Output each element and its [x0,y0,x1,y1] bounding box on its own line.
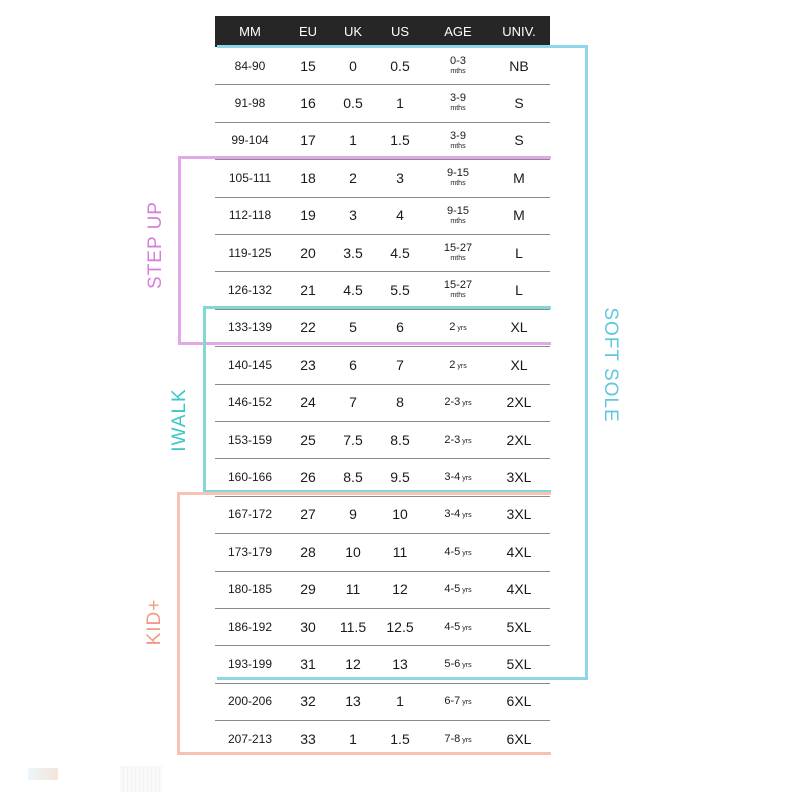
cell-uk: 0 [349,57,357,74]
cell-uk: 7 [349,394,357,411]
header-us: US [390,24,410,39]
soft-sole-bracket [217,45,588,680]
cell-age: 4-5 yrs [444,620,472,633]
cell-univ: L [515,244,523,261]
cell-us: 5.5 [390,281,410,298]
cell-us: 13 [392,655,408,672]
cell-us: 4.5 [390,244,410,261]
cell-eu: 25 [300,431,316,448]
cell-age: 6-7 yrs [444,695,472,708]
cell-age: 4-5 yrs [444,545,472,558]
cell-age: 3-4 yrs [444,508,472,521]
header-uk: UK [343,24,363,39]
cell-uk: 2 [349,169,357,186]
cell-eu: 20 [300,244,316,261]
cell-age: 9-15 mths [446,167,470,188]
cell-us: 3 [396,169,404,186]
cell-uk: 3 [349,207,357,224]
cell-eu: 28 [300,543,316,560]
cell-mm: 207-213 [227,731,273,746]
cell-us: 12.5 [386,618,414,635]
cell-eu: 24 [300,394,316,411]
cell-age: 7-8 yrs [444,732,472,745]
header-age: AGE [444,24,472,39]
cell-eu: 32 [300,693,316,710]
cell-uk: 5 [349,319,357,336]
cell-univ: 5XL [506,618,532,635]
cell-uk: 1 [349,132,357,149]
cell-uk: 6 [349,356,357,373]
cell-uk: 9 [349,506,357,523]
cell-mm: 91-98 [234,95,266,110]
cell-univ: 2XL [506,394,532,411]
cell-univ: S [514,132,524,149]
cell-mm: 200-206 [227,694,273,709]
cell-eu: 30 [300,618,316,635]
cell-eu: 17 [300,132,316,149]
cell-univ: XL [510,319,528,336]
cell-mm: 167-172 [227,507,273,522]
header-eu: EU [298,24,318,39]
cell-mm: 112-118 [228,208,272,223]
cell-us: 1.5 [390,132,410,149]
cell-us: 7 [396,356,404,373]
cell-univ: 3XL [506,506,532,523]
cell-uk: 12 [345,655,361,672]
cell-uk: 3.5 [343,244,363,261]
cell-age: 4-5 yrs [444,583,472,596]
iwalk-label: IWALK [169,388,190,452]
header-mm: MM [239,24,261,39]
cell-uk: 11.5 [339,618,367,635]
cell-mm: 84-90 [234,58,266,73]
thumbnail-image-1 [28,768,58,780]
cell-uk: 1 [349,730,357,747]
cell-univ: 4XL [506,581,532,598]
cell-univ: M [513,169,525,186]
table-header [215,16,550,47]
cell-mm: 193-199 [227,656,273,671]
cell-univ: XL [510,356,528,373]
cell-mm: 99-104 [231,133,269,148]
cell-uk: 7.5 [343,431,363,448]
cell-uk: 10 [345,543,361,560]
cell-us: 0.5 [390,57,410,74]
cell-mm: 153-159 [227,432,273,447]
cell-us: 12 [392,581,408,598]
header-univ: UNIV. [502,24,536,39]
cell-eu: 31 [300,655,316,672]
cell-eu: 22 [300,319,316,336]
cell-eu: 18 [300,169,316,186]
cell-univ: 6XL [506,730,532,747]
cell-mm: 146-152 [227,395,273,410]
cell-mm: 160-166 [227,469,273,484]
cell-mm: 180-185 [227,582,273,597]
cell-univ: 5XL [506,655,532,672]
cell-eu: 27 [300,506,316,523]
cell-eu: 26 [300,468,316,485]
cell-eu: 19 [300,207,316,224]
soft-sole-label: SOFT SOLE [600,307,621,423]
cell-uk: 8.5 [343,468,363,485]
cell-age: 0-3 mths [450,55,466,75]
cell-us: 11 [392,543,408,560]
cell-us: 8.5 [390,431,410,448]
cell-uk: 4.5 [343,281,363,298]
cell-age: 2 yrs [449,321,467,334]
cell-univ: S [514,94,524,111]
kid-plus-label: KID+ [144,598,165,646]
cell-us: 10 [392,506,408,523]
cell-mm: 173-179 [227,544,273,559]
cell-eu: 15 [300,57,316,74]
cell-age: 2-3 yrs [444,396,472,409]
cell-eu: 21 [300,281,316,298]
cell-us: 6 [396,319,404,336]
cell-age: 3-4 yrs [444,470,472,483]
cell-univ: 2XL [506,431,532,448]
cell-age: 2-3 yrs [444,433,472,446]
cell-us: 1.5 [390,730,410,747]
cell-uk: 13 [345,693,361,710]
cell-us: 4 [396,207,404,224]
cell-univ: L [515,281,523,298]
cell-us: 1 [396,693,404,710]
cell-mm: 126-132 [227,282,273,297]
cell-age: 15-27 mths [443,279,473,300]
cell-age: 9-15 mths [446,204,470,225]
cell-us: 9.5 [390,468,410,485]
cell-age: 15-27 mths [443,242,473,262]
cell-univ: NB [509,57,529,74]
cell-mm: 133-139 [227,320,273,335]
cell-age: 3-9 mths [450,129,466,150]
cell-eu: 33 [300,730,316,747]
cell-age: 3-9 mths [450,92,466,113]
cell-univ: M [513,207,525,224]
cell-eu: 16 [300,94,316,111]
cell-univ: 4XL [506,543,532,560]
cell-univ: 6XL [506,693,532,710]
cell-mm: 140-145 [227,357,273,372]
cell-univ: 3XL [506,468,532,485]
cell-us: 1 [396,94,404,111]
cell-age: 5-6 yrs [444,657,472,670]
cell-uk: 11 [345,581,361,598]
cell-mm: 105-111 [228,170,272,185]
cell-eu: 29 [300,581,316,598]
cell-mm: 186-192 [227,619,273,634]
cell-uk: 0.5 [343,94,363,111]
cell-us: 8 [396,394,404,411]
cell-eu: 23 [300,356,316,373]
cell-age: 2 yrs [449,358,467,371]
step-up-label: STEP UP [145,201,166,289]
thumbnail-image-2 [120,766,162,792]
cell-mm: 119-125 [228,245,272,260]
